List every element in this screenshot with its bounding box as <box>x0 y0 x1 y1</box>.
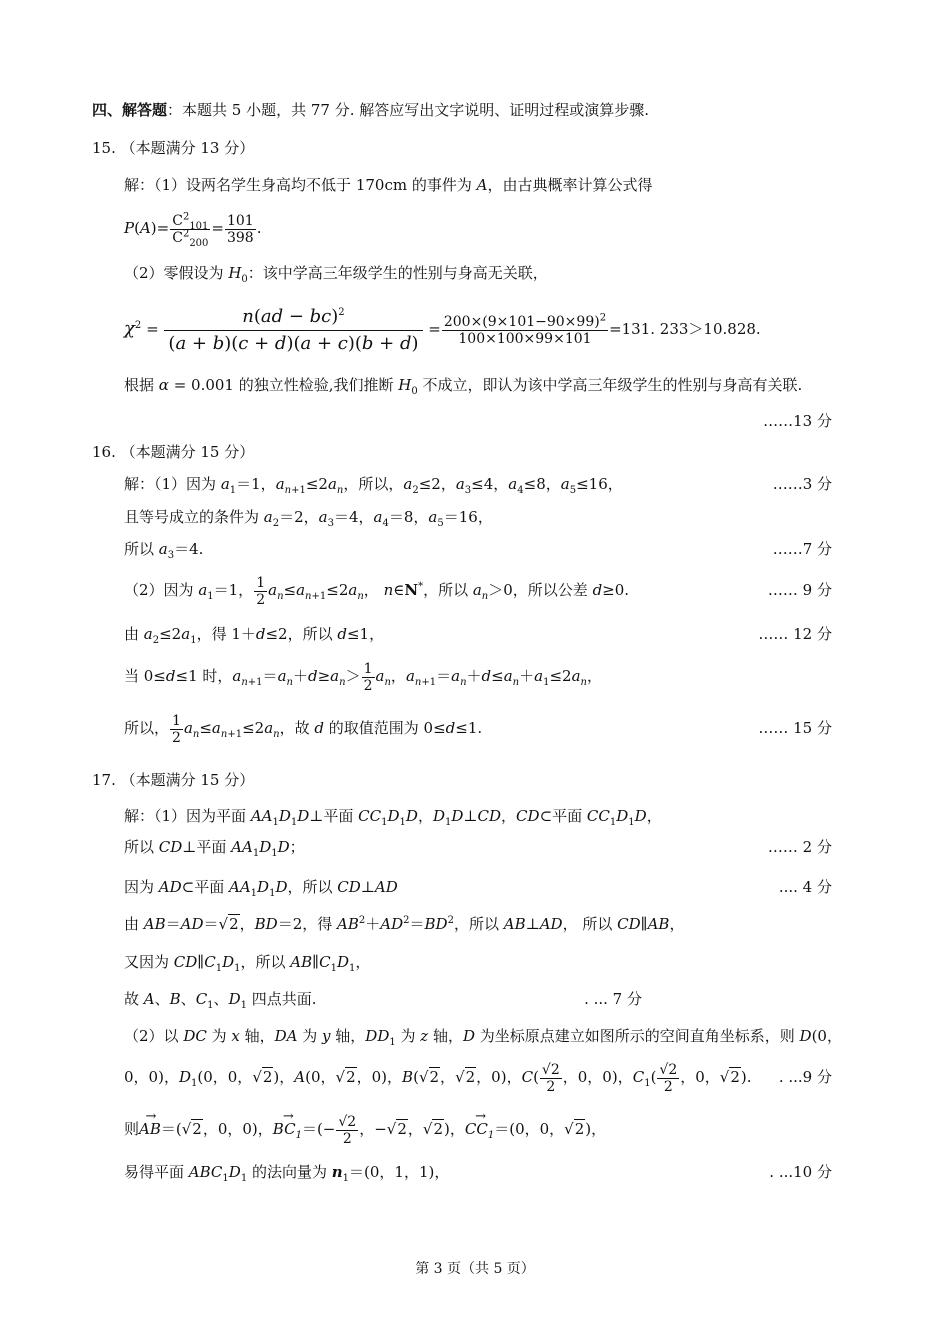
q17-score-3: . ... 7 分 <box>584 990 642 1008</box>
q17-score-2: .... 4 分 <box>778 878 832 896</box>
q17-title: 17. （本题满分 15 分） <box>92 771 255 789</box>
q16-score-5: …… 15 分 <box>758 719 832 737</box>
q15-score: ……13 分 <box>763 412 832 430</box>
page-footer: 第 3 页（共 5 页） <box>415 1261 535 1277</box>
q16-score-4: …… 12 分 <box>758 625 832 643</box>
q16-score-3: …… 9 分 <box>767 581 832 599</box>
q16-score-2: ……7 分 <box>772 540 832 558</box>
q17-line-5: 又因为 $CD\parallel C_1D_1$，所以 $AB\parallel C_1D_1$， <box>124 953 371 974</box>
q16-line-5: 由 $a_2\le 2a_1$，得 1＋d≤2，所以 d≤1， <box>124 625 385 646</box>
q17-line-8: 0，0)，$D_1(0$，0，√2)，A(0，√2，0)，B(√2，√2，0)，C( $\frac{√2}{2}$ ，0，0)，$C_1$( $\frac{√2}{2}$ ，0，√2). <box>124 1061 752 1095</box>
q16-line-7: 所以， $\frac{1}{2}$ $a_n\le a_{n+1}\le 2a_n$，故 d 的取值范围为 0≤d≤1. <box>124 712 483 746</box>
q17-score-4: . ...9 分 <box>778 1068 832 1086</box>
q17-score-1: …… 2 分 <box>767 838 832 856</box>
q16-score-1: ……3 分 <box>772 475 832 493</box>
q16-line-4: （2）因为 $a_1=1$， $\frac{1}{2}$ $a_n\le a_{n+1}\le 2a_n$， n∈N*，所以 $a_n>0$，所以公差 d≥0. <box>124 574 630 608</box>
q16-line-3: 所以 $a_3=4$. <box>124 540 204 561</box>
q15-binom-fraction: $\frac{C^2_{101}}{C^2_{200}}$ <box>172 210 209 249</box>
q15-result-fraction: $\frac{101}{398}$ <box>226 212 254 246</box>
section-description: ：本题共 5 小题，共 77 分. 解答应写出文字说明、证明过程或演算步骤. <box>167 101 650 119</box>
section-heading-line <box>92 100 649 120</box>
q15-line-5: 根据 α = 0.001 的独立性检验,我们推断 $H_0$ 不成立，即认为该中学高三年级学生的性别与身高有关联. <box>124 376 803 397</box>
q16-line-6: 当 0≤d≤1 时，$a_{n+1}=a_n+d\ge a_n>$ $\frac{1}{2}$ $a_n$，$a_{n+1}=a_n+d\le a_n+a_1\le 2a_n$， <box>124 660 603 694</box>
q17-line-6: 故 A、B、$C_1$、$D_1$ 四点共面. <box>124 990 317 1011</box>
q16-line-2: 且等号成立的条件为 $a_2=2$，$a_3=4$，$a_4=8$，$a_5=16$， <box>124 508 493 529</box>
q15-chi-square-formula: $\chi^2$ = $\frac{n(ad - bc)^2}{(a + b)(c + d)(a + c)(b + d)}$ = $\frac{200\times(9\times 101-90\times 99)^2}{100\times 100\times 99\times 101}$ =131. 233＞10.828. <box>124 300 761 358</box>
q17-score-5: . ...10 分 <box>769 1163 832 1181</box>
q15-line-1: 解：（1）设两名学生身高均不低于 170cm 的事件为 A，由古典概率计算公式得 <box>124 176 653 194</box>
q17-line-7: （2）以 DC 为 x 轴，DA 为 y 轴，$DD_1$ 为 z 轴，D 为坐标原点建立如图所示的空间直角坐标系，则 D(0， <box>124 1027 842 1048</box>
q17-line-1: 解：（1）因为平面 $AA_1D_1D\perp$平面 $CC_1D_1D$，$D_1D\perp CD$，CD⊂平面 $CC_1D_1D$， <box>124 807 662 828</box>
q17-line-2: 所以 CD⊥平面 $AA_1D_1D$； <box>124 838 305 859</box>
q15-line-3: （2）零假设为 $H_0$：该中学高三年级学生的性别与身高无关联， <box>124 264 548 285</box>
q16-title: 16. （本题满分 15 分） <box>92 443 255 461</box>
q17-line-10: 易得平面 $ABC_1D_1$ 的法向量为 $n_1=(0$，1，1)， <box>124 1163 450 1184</box>
q16-line-1: 解：（1）因为 $a_1=1$，$a_{n+1}\le 2a_n$，所以，$a_2\le 2$，$a_3\le 4$，$a_4\le 8$，$a_5\le 16$， <box>124 475 623 496</box>
q17-line-9: 则→ AB＝(√2，0，0)，→ $BC_1=(-$ $\frac{√2}{2}$ ，−√2，√2)，→ $CC_1=(0$，0，√2)， <box>124 1108 606 1150</box>
q17-line-3: 因为 AD⊂平面 $AA_1D_1D$，所以 CD⊥AD <box>124 878 398 899</box>
q17-line-4: 由 AB＝AD＝√2，BD＝2，得 $AB^2+AD^2=BD^2$，所以 AB⊥AD， 所以 CD∥AB， <box>124 915 685 933</box>
q15-chi-value-fraction: $\frac{200\times(9\times 101-90\times 99)^2}{100\times 100\times 99\times 101}$ <box>443 311 607 347</box>
q15-title: 15. （本题满分 13 分） <box>92 139 255 157</box>
q15-line-2: P(A)= $\frac{C^2_{101}}{C^2_{200}}$ = $\frac{101}{398}$ . <box>124 210 262 249</box>
q15-chi-formula-fraction: $\frac{n(ad - bc)^2}{(a + b)(c + d)(a + c)(b + d)}$ <box>164 304 422 357</box>
section-heading: 四、解答题 <box>92 101 168 119</box>
